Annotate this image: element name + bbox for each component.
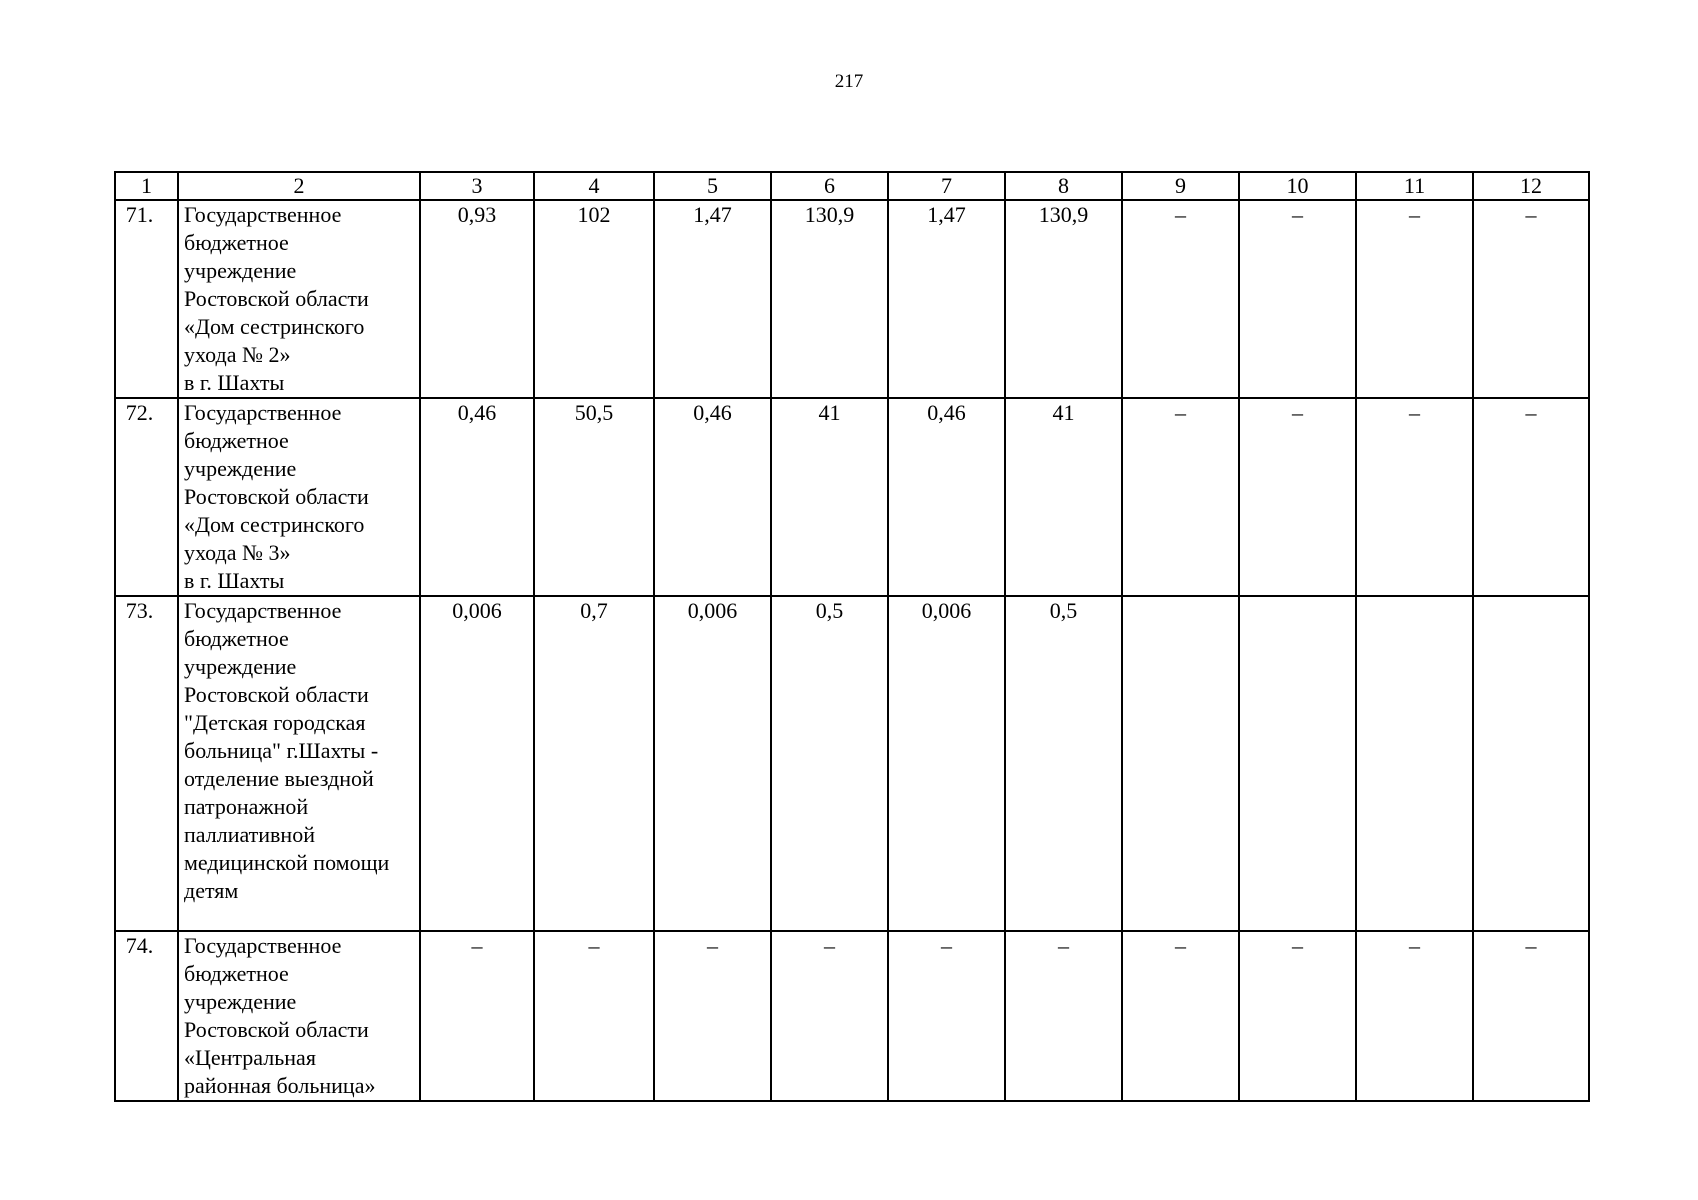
value-cell: – (1356, 931, 1473, 1101)
name-line: «Дом сестринского (184, 512, 365, 537)
institution-name (178, 200, 420, 398)
name-line: учреждение (184, 989, 297, 1014)
institution-name (178, 398, 420, 596)
column-header: 7 (888, 172, 1005, 200)
value-cell: 0,5 (771, 596, 888, 931)
value-cell: – (1356, 398, 1473, 596)
value-cell: 1,47 (654, 200, 771, 398)
table-row (115, 596, 1589, 931)
name-line: в г. Шахты (184, 370, 285, 395)
value-cell: 130,9 (771, 200, 888, 398)
value-cell: – (1239, 398, 1356, 596)
value-cell: – (1122, 200, 1239, 398)
row-number: 71. (115, 200, 178, 398)
name-line: в г. Шахты (184, 568, 285, 593)
column-header: 11 (1356, 172, 1473, 200)
name-line: районная больница» (184, 1073, 376, 1098)
column-header: 5 (654, 172, 771, 200)
data-table (114, 171, 1590, 1102)
institution-name (178, 931, 420, 1101)
value-cell: – (654, 931, 771, 1101)
value-cell: 130,9 (1005, 200, 1122, 398)
name-line: бюджетное (184, 230, 289, 255)
column-header: 2 (178, 172, 420, 200)
row-number: 72. (115, 398, 178, 596)
value-cell: 0,5 (1005, 596, 1122, 931)
value-cell: – (1239, 931, 1356, 1101)
column-header: 12 (1473, 172, 1589, 200)
institution-name (178, 596, 420, 931)
table-row (115, 200, 1589, 398)
table-row (115, 931, 1589, 1101)
name-line: бюджетное (184, 626, 289, 651)
value-cell: 0,006 (888, 596, 1005, 931)
name-line: Государственное (184, 202, 342, 227)
column-header: 1 (115, 172, 178, 200)
value-cell: 0,46 (654, 398, 771, 596)
value-cell: 41 (1005, 398, 1122, 596)
row-number: 74. (115, 931, 178, 1101)
table-row (115, 398, 1589, 596)
value-cell: – (1473, 398, 1589, 596)
name-line: "Детская городская (184, 710, 366, 735)
column-header: 3 (420, 172, 534, 200)
column-header: 10 (1239, 172, 1356, 200)
value-cell (1122, 596, 1239, 931)
value-cell: 0,93 (420, 200, 534, 398)
name-line: Государственное (184, 598, 342, 623)
column-header: 9 (1122, 172, 1239, 200)
value-cell: 0,46 (420, 398, 534, 596)
name-line: «Центральная (184, 1045, 316, 1070)
value-cell: – (1122, 931, 1239, 1101)
value-cell: 50,5 (534, 398, 654, 596)
name-line: медицинской помощи (184, 850, 390, 875)
value-cell: – (1473, 931, 1589, 1101)
name-line: учреждение (184, 258, 297, 283)
name-line: больница" г.Шахты - (184, 738, 379, 763)
name-line: Государственное (184, 933, 342, 958)
name-line: ухода № 2» (184, 342, 291, 367)
name-line: Государственное (184, 400, 342, 425)
column-header: 4 (534, 172, 654, 200)
name-line: бюджетное (184, 428, 289, 453)
value-cell: 0,46 (888, 398, 1005, 596)
name-line: бюджетное (184, 961, 289, 986)
row-number: 73. (115, 596, 178, 931)
value-cell: 0,006 (654, 596, 771, 931)
value-cell: – (1005, 931, 1122, 1101)
name-line: детям (184, 878, 239, 903)
name-line: отделение выездной (184, 766, 374, 791)
name-line: учреждение (184, 654, 297, 679)
name-line: Ростовской области (184, 484, 369, 509)
value-cell: 102 (534, 200, 654, 398)
value-cell: – (1239, 200, 1356, 398)
column-number-row (115, 172, 1589, 200)
value-cell: 41 (771, 398, 888, 596)
value-cell: – (420, 931, 534, 1101)
value-cell (1473, 596, 1589, 931)
name-line: патронажной (184, 794, 309, 819)
value-cell: – (888, 931, 1005, 1101)
name-line: Ростовской области (184, 682, 369, 707)
value-cell (1356, 596, 1473, 931)
value-cell: 0,7 (534, 596, 654, 931)
column-header: 6 (771, 172, 888, 200)
name-line: «Дом сестринского (184, 314, 365, 339)
value-cell (1239, 596, 1356, 931)
name-line: Ростовской области (184, 1017, 369, 1042)
value-cell: 1,47 (888, 200, 1005, 398)
name-line: паллиативной (184, 822, 315, 847)
name-line: ухода № 3» (184, 540, 291, 565)
page-number: 217 (834, 71, 864, 92)
value-cell: 0,006 (420, 596, 534, 931)
value-cell: – (771, 931, 888, 1101)
name-line: учреждение (184, 456, 297, 481)
value-cell: – (1473, 200, 1589, 398)
value-cell: – (1356, 200, 1473, 398)
column-header: 8 (1005, 172, 1122, 200)
value-cell: – (534, 931, 654, 1101)
value-cell: – (1122, 398, 1239, 596)
name-line: Ростовской области (184, 286, 369, 311)
